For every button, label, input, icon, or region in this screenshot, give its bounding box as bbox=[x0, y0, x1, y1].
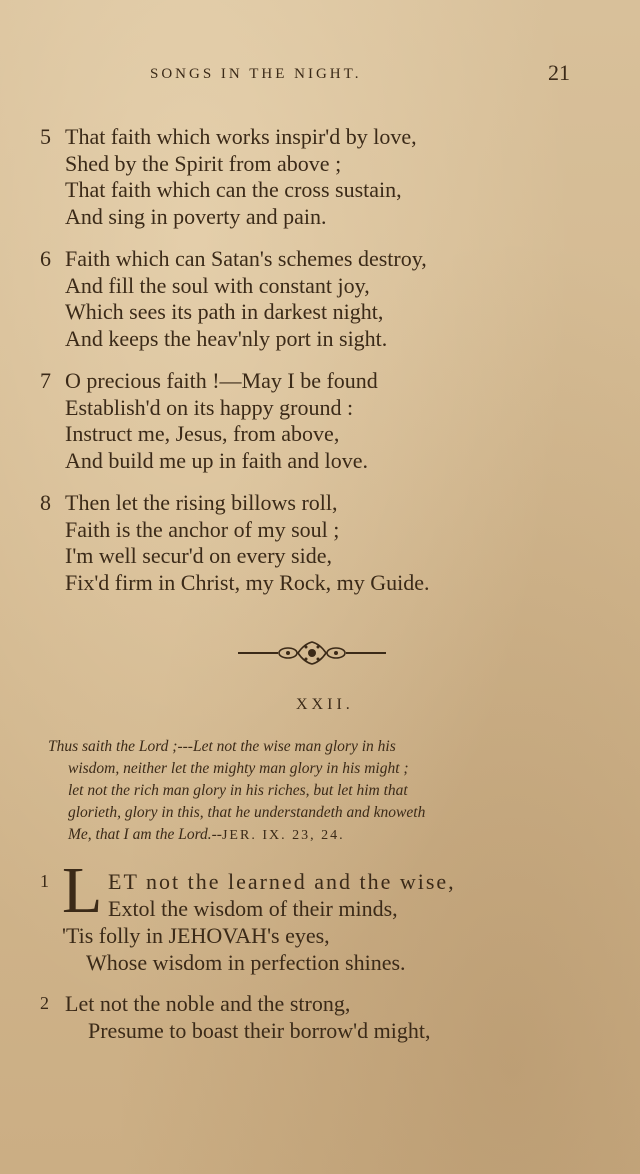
epigraph-line: glorieth, glory in this, that he understandeth and knoweth bbox=[68, 804, 426, 821]
verse-line: Let not the noble and the strong, bbox=[65, 991, 351, 1016]
hymn-number: XXII. bbox=[296, 696, 354, 713]
verse-line: Establish'd on its happy ground : bbox=[65, 394, 354, 420]
verse-line: 'Tis folly in JEHOVAH's eyes, bbox=[62, 923, 330, 948]
hymn-stanza-2 bbox=[40, 990, 600, 1044]
verse-line: That faith which works inspir'd by love, bbox=[65, 124, 417, 149]
verse-line: Extol the wisdom of their minds, bbox=[108, 896, 398, 921]
epigraph-line-text: Me, that I am the Lord.-- bbox=[68, 826, 222, 843]
verse-line: I'm well secur'd on every side, bbox=[65, 543, 332, 568]
verse-line: Presume to boast their borrow'd might, bbox=[88, 1018, 431, 1043]
verse-line: O precious faith !—May I be found bbox=[65, 368, 378, 393]
verse-line: That faith which can the cross sustain, bbox=[65, 177, 402, 202]
page-number: 21 bbox=[548, 60, 570, 85]
running-title: SONGS IN THE NIGHT. bbox=[150, 66, 362, 82]
scripture-reference: JER. IX. 23, 24. bbox=[221, 828, 345, 843]
verse-line: Whose wisdom in perfection shines. bbox=[86, 950, 406, 975]
epigraph-line: Thus saith the Lord ;---Let not the wise man glory in his bbox=[48, 738, 396, 755]
verse-line: And fill the soul with constant joy, bbox=[65, 272, 370, 298]
stanza-number: 6 bbox=[40, 246, 51, 271]
stanza-number: 5 bbox=[40, 124, 51, 149]
verse-line: Instruct me, Jesus, from above, bbox=[65, 421, 340, 446]
printers-ornament-icon bbox=[236, 636, 388, 670]
verse-line: Then let the rising billows roll, bbox=[65, 490, 338, 515]
stanza-number: 8 bbox=[40, 490, 51, 515]
drop-cap: L bbox=[62, 854, 103, 927]
stanza-5 bbox=[40, 124, 600, 230]
epigraph bbox=[48, 736, 588, 847]
epigraph-line: wisdom, neither let the mighty man glory in his might ; bbox=[68, 760, 409, 777]
epigraph-line bbox=[48, 824, 588, 847]
stanza-number: 7 bbox=[40, 368, 51, 393]
verse-line: Faith which can Satan's schemes destroy, bbox=[65, 246, 427, 271]
verse-line: And sing in poverty and pain. bbox=[65, 203, 327, 229]
verse-line: Shed by the Spirit from above ; bbox=[65, 150, 342, 176]
stanza-7 bbox=[40, 368, 600, 474]
stanza-number: 1 bbox=[40, 871, 49, 891]
verse-line: Faith is the anchor of my soul ; bbox=[65, 516, 340, 542]
stanza-6 bbox=[40, 246, 600, 352]
verse-line: Fix'd firm in Christ, my Rock, my Guide. bbox=[65, 569, 430, 595]
hymn-stanza-1 bbox=[40, 868, 600, 976]
epigraph-line: let not the rich man glory in his riches, but let him that bbox=[68, 782, 408, 799]
verse-line: Which sees its path in darkest night, bbox=[65, 299, 384, 324]
verse-line: ET not the learned and the wise, bbox=[108, 869, 456, 894]
stanza-number: 2 bbox=[40, 993, 49, 1013]
stanza-8 bbox=[40, 490, 600, 596]
verse-line: And build me up in faith and love. bbox=[65, 447, 369, 473]
verse-line: And keeps the heav'nly port in sight. bbox=[65, 325, 388, 351]
